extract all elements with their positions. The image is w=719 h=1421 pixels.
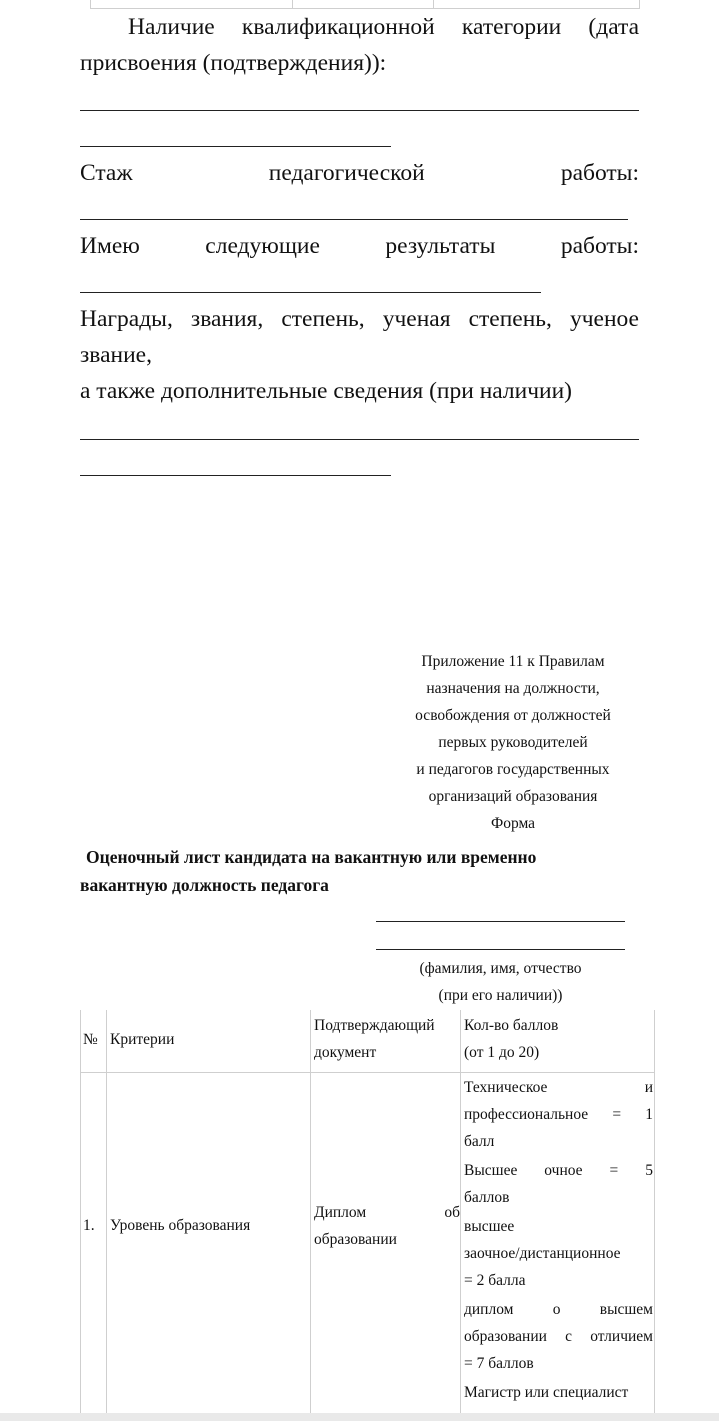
results-answer-line[interactable] — [80, 292, 541, 293]
score-option-line: = 2 балла — [464, 1272, 526, 1289]
top-table-divider — [90, 0, 91, 9]
score-option — [464, 1157, 653, 1211]
row-criteria: Уровень образования — [110, 1217, 251, 1234]
header-document — [314, 1012, 435, 1066]
experience-answer-line[interactable] — [80, 219, 628, 220]
qualification-answer-line[interactable] — [80, 146, 391, 147]
score-option — [464, 1074, 653, 1155]
top-table-divider — [292, 0, 293, 9]
score-option-line: диплом о высшем — [464, 1301, 653, 1318]
appendix-line: первых руководителей — [438, 734, 588, 751]
awards-answer-line[interactable] — [80, 475, 391, 476]
row-document — [314, 1199, 460, 1253]
score-option-line: заочное/дистанционное — [464, 1245, 621, 1262]
score-option — [464, 1296, 653, 1377]
form-label: Форма — [490, 815, 536, 832]
score-option — [464, 1379, 653, 1406]
awards-answer-line[interactable] — [80, 439, 639, 440]
fio-answer-line[interactable] — [376, 921, 625, 922]
row-number: 1. — [83, 1217, 95, 1234]
header-score — [464, 1012, 558, 1066]
score-options — [464, 1074, 653, 1406]
header-score-line1: Кол-во баллов — [464, 1017, 559, 1034]
score-option-line: Высшее очное = 5 — [464, 1162, 653, 1179]
top-table-divider — [433, 0, 434, 9]
score-option-line: балл — [464, 1133, 495, 1150]
header-score-line2: (от 1 до 20) — [464, 1044, 540, 1061]
score-option — [464, 1213, 653, 1294]
awards-label-line2: звание, — [80, 342, 152, 368]
qualification-answer-line[interactable] — [80, 110, 639, 111]
appendix-line: Приложение 11 к Правилам — [421, 653, 605, 670]
fio-caption — [376, 955, 625, 1009]
results-label: Имею следующие результаты работы: — [80, 233, 639, 259]
score-option-line: Магистр или специалист — [464, 1384, 629, 1401]
fio-caption-line2: (при его наличии)) — [438, 987, 563, 1004]
header-document-line2: документ — [314, 1044, 377, 1061]
header-document-line1: Подтверждающий — [314, 1017, 435, 1034]
appendix-line: организаций образования — [428, 788, 598, 805]
row-document-line1: Диплом об — [314, 1204, 460, 1221]
top-table-divider — [639, 0, 640, 9]
experience-label: Стаж педагогической работы: — [80, 160, 639, 186]
score-option-line: высшее — [464, 1218, 515, 1235]
appendix-line: освобождения от должностей — [415, 707, 611, 724]
awards-label-line3: а также дополнительные сведения (при наличии) — [80, 378, 573, 404]
page-bottom-edge — [0, 1413, 719, 1421]
appendix-header — [382, 648, 644, 837]
score-option-line: = 7 баллов — [464, 1355, 534, 1372]
form-title-line1: Оценочный лист кандидата на вакантную или временно — [86, 847, 537, 867]
fio-answer-line[interactable] — [376, 949, 625, 950]
awards-label-line1: Награды, звания, степень, ученая степень, ученое — [80, 306, 639, 332]
row-document-line2: образовании — [314, 1231, 397, 1248]
header-number: № — [83, 1031, 98, 1048]
score-option-line: образовании с отличием — [464, 1328, 653, 1345]
score-option-line: баллов — [464, 1189, 510, 1206]
score-option-line: Техническое и — [464, 1079, 653, 1096]
appendix-line: и педагогов государственных — [416, 761, 610, 778]
qualification-label-line1: Наличие квалификационной категории (дата — [128, 14, 639, 40]
fio-caption-line1: (фамилия, имя, отчество — [419, 960, 582, 977]
score-option-line: профессиональное = 1 — [464, 1106, 653, 1123]
table-border — [80, 1072, 655, 1073]
form-title-line2: вакантную должность педагога — [80, 875, 329, 895]
header-criteria: Критерии — [110, 1031, 175, 1048]
appendix-line: назначения на должности, — [426, 680, 600, 697]
qualification-label-line2: присвоения (подтверждения)): — [80, 50, 387, 76]
